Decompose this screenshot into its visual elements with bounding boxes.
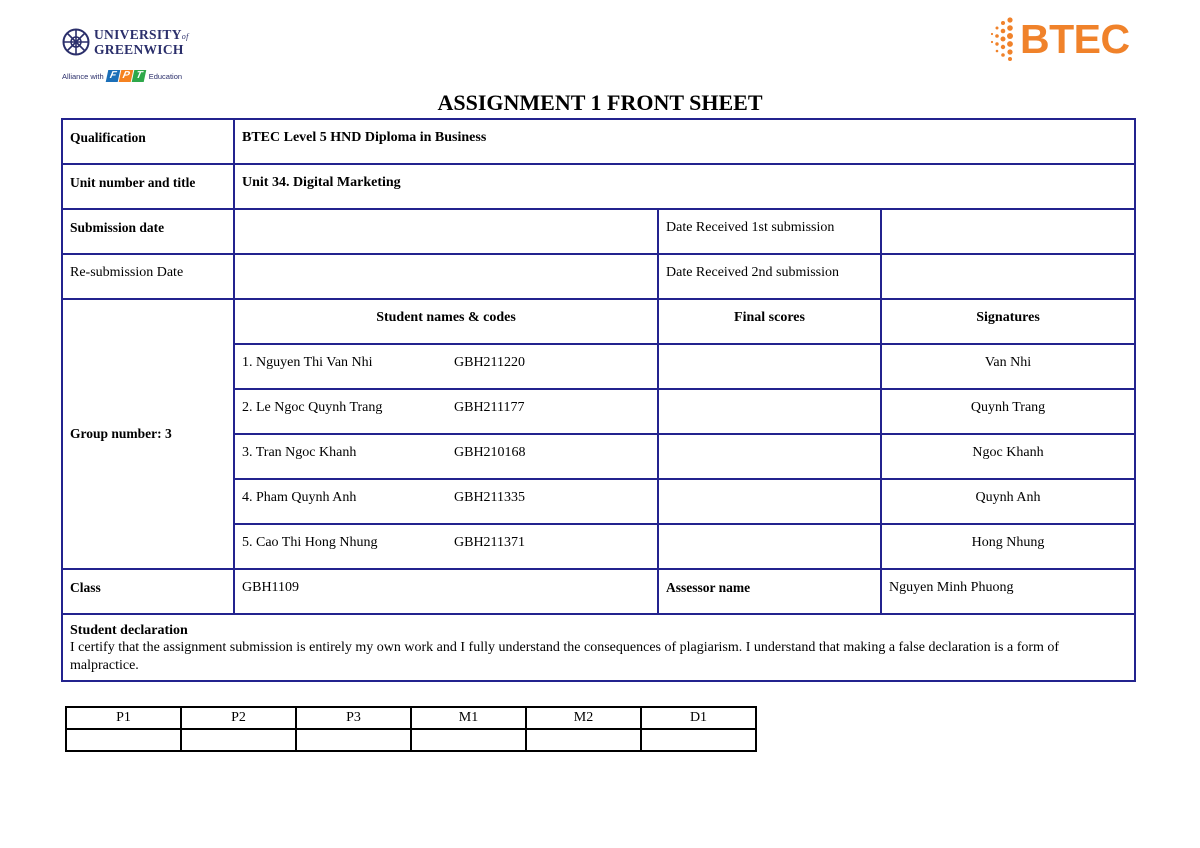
class-value: GBH1109 [234, 569, 658, 614]
member-name: 4. Pham Quynh Anh [242, 490, 357, 505]
member-code: GBH211220 [454, 355, 526, 370]
grade-header-row [66, 707, 756, 729]
date-received-1-field[interactable] [881, 209, 1135, 254]
submission-date-label: Submission date [62, 209, 234, 254]
grade-header-p2: P2 [181, 707, 296, 729]
date-received-1-label: Date Received 1st submission [658, 209, 881, 254]
grade-value-m1[interactable] [411, 729, 526, 751]
member-name: 3. Tran Ngoc Khanh [242, 445, 357, 460]
grade-value-m2[interactable] [526, 729, 641, 751]
grade-header-p3: P3 [296, 707, 411, 729]
member-signature: Ngoc Khanh [881, 434, 1135, 479]
fpt-alliance [62, 70, 202, 82]
member-code: GBH210168 [454, 445, 526, 460]
grade-value-row [66, 729, 756, 751]
fpt-letter-p: P [118, 70, 133, 82]
resubmission-row [62, 254, 1135, 299]
member-name: 5. Cao Thi Hong Nhung [242, 535, 378, 550]
assessor-value: Nguyen Minh Phuong [881, 569, 1135, 614]
university-logo [62, 28, 202, 94]
grade-criteria-table [65, 706, 757, 752]
declaration-title: Student declaration [70, 623, 188, 638]
qualification-value: BTEC Level 5 HND Diploma in Business [234, 119, 1135, 164]
member-signature: Quynh Trang [881, 389, 1135, 434]
student-declaration [62, 614, 1135, 681]
unit-value: Unit 34. Digital Marketing [234, 164, 1135, 209]
column-header-names: Student names & codes [234, 299, 658, 344]
university-name-line1: UNIVERSITY [94, 27, 182, 42]
grade-header-m1: M1 [411, 707, 526, 729]
member-score-field[interactable] [658, 434, 881, 479]
resubmission-date-label: Re-submission Date [62, 254, 234, 299]
member-score-field[interactable] [658, 389, 881, 434]
member-score-field[interactable] [658, 524, 881, 569]
grade-value-d1[interactable] [641, 729, 756, 751]
group-number-label: Group number: 3 [62, 299, 234, 569]
alliance-prefix: Alliance with [62, 71, 104, 81]
alliance-suffix: Education [148, 71, 183, 81]
member-name: 2. Le Ngoc Quynh Trang [242, 400, 383, 415]
member-score-field[interactable] [658, 344, 881, 389]
column-header-signatures: Signatures [881, 299, 1135, 344]
grade-value-p2[interactable] [181, 729, 296, 751]
university-crest-icon [62, 28, 90, 56]
member-signature: Quynh Anh [881, 479, 1135, 524]
date-received-2-field[interactable] [881, 254, 1135, 299]
fpt-letter-f: F [105, 70, 120, 82]
grade-header-m2: M2 [526, 707, 641, 729]
member-signature: Van Nhi [881, 344, 1135, 389]
unit-row [62, 164, 1135, 209]
front-sheet-table [61, 118, 1136, 682]
grade-header-d1: D1 [641, 707, 756, 729]
btec-logo [990, 14, 1140, 64]
class-row [62, 569, 1135, 614]
qualification-row [62, 119, 1135, 164]
member-signature: Hong Nhung [881, 524, 1135, 569]
btec-logo-text: BTEC [1020, 15, 1130, 62]
resubmission-date-field[interactable] [234, 254, 658, 299]
fpt-logo [107, 70, 146, 82]
member-code: GBH211177 [454, 400, 525, 415]
grade-value-p1[interactable] [66, 729, 181, 751]
qualification-label: Qualification [62, 119, 234, 164]
fpt-letter-t: T [131, 70, 146, 82]
university-name-line2: GREENWICH [94, 42, 184, 57]
member-score-field[interactable] [658, 479, 881, 524]
declaration-row [62, 614, 1135, 681]
date-received-2-label: Date Received 2nd submission [658, 254, 881, 299]
unit-label: Unit number and title [62, 164, 234, 209]
class-label: Class [62, 569, 234, 614]
column-header-scores: Final scores [658, 299, 881, 344]
member-name: 1. Nguyen Thi Van Nhi [242, 355, 373, 370]
grade-value-p3[interactable] [296, 729, 411, 751]
member-code: GBH211371 [454, 535, 526, 550]
university-name-of: of [181, 32, 189, 41]
submission-row [62, 209, 1135, 254]
declaration-text: I certify that the assignment submission is entirely my own work and I fully understand the consequences of plagiarism. I understand that making a false declaration is a form of malpractice. [70, 640, 1060, 673]
group-header-row [62, 299, 1135, 344]
btec-dots-icon [990, 16, 1016, 62]
grade-header-p1: P1 [66, 707, 181, 729]
submission-date-field[interactable] [234, 209, 658, 254]
page-title: ASSIGNMENT 1 FRONT SHEET [437, 90, 763, 115]
member-code: GBH211335 [454, 490, 526, 505]
assessor-label: Assessor name [658, 569, 881, 614]
